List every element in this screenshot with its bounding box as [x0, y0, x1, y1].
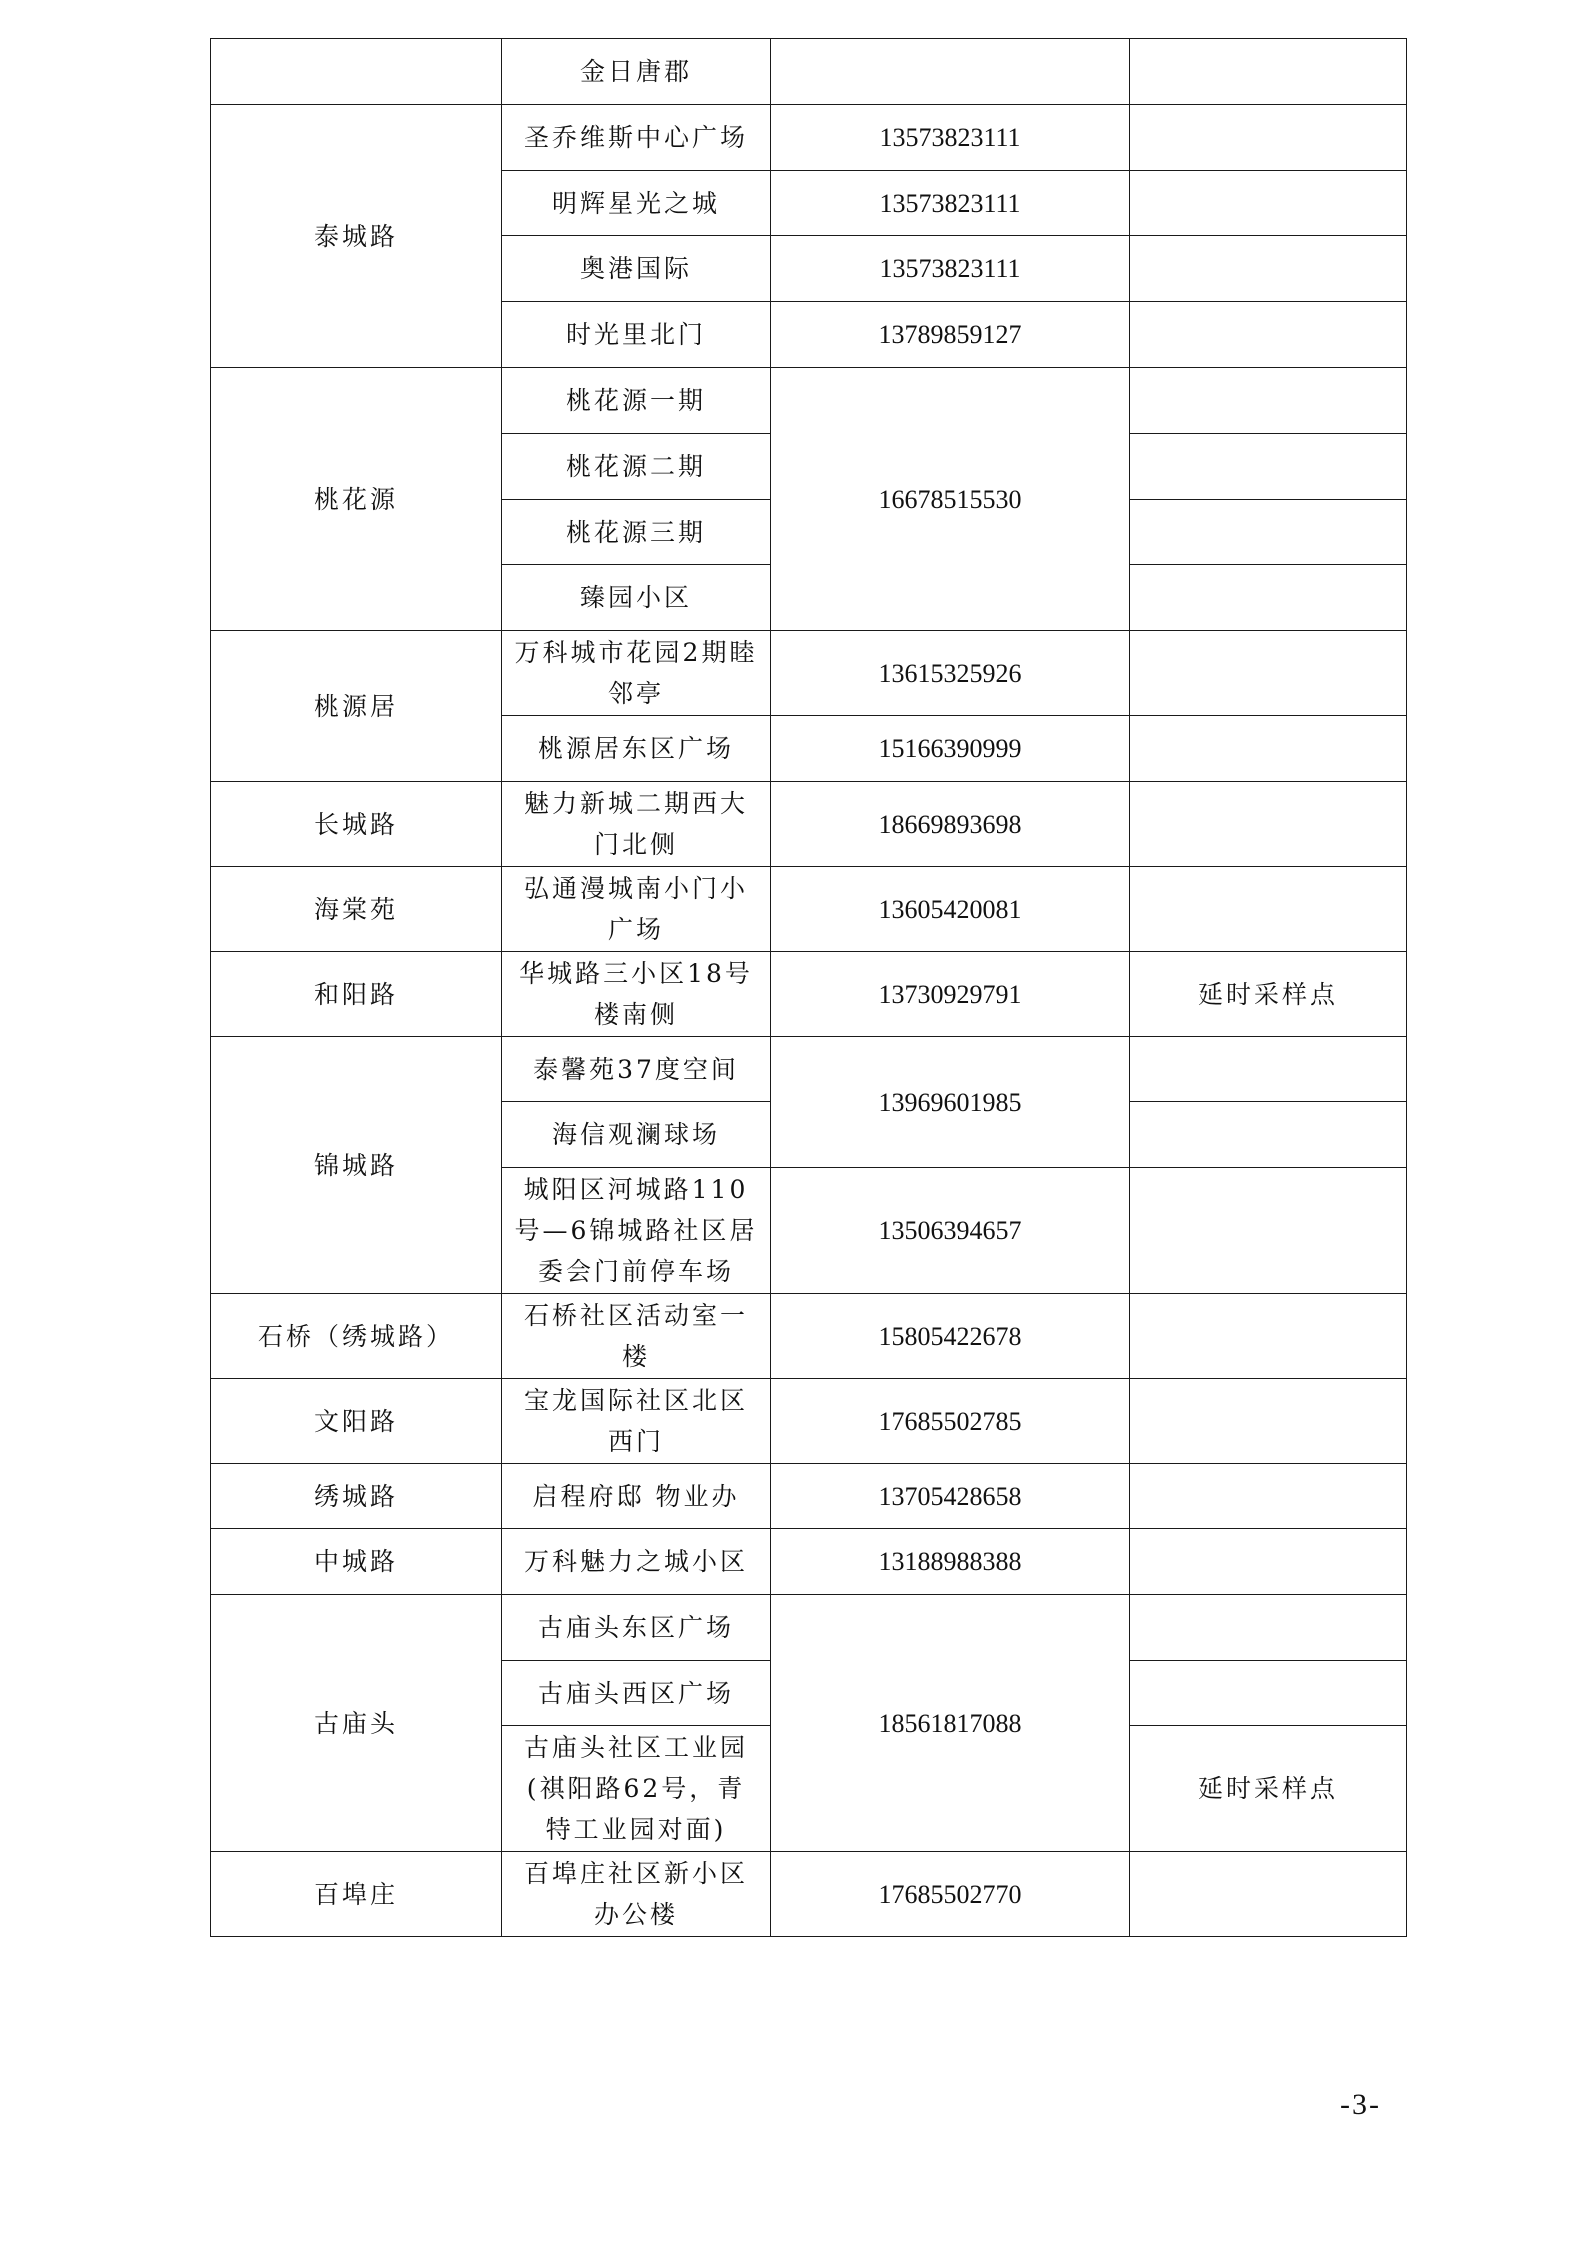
location-cell: 明辉星光之城: [502, 171, 771, 236]
note-cell: [1130, 1037, 1407, 1102]
phone-cell: 18561817088: [771, 1595, 1130, 1852]
location-cell: 古庙头东区广场: [502, 1595, 771, 1661]
location-cell: 桃花源三期: [502, 500, 771, 565]
phone-cell: 17685502770: [771, 1852, 1130, 1937]
location-cell: 圣乔维斯中心广场: [502, 105, 771, 171]
note-cell: [1130, 716, 1407, 782]
table-row: [211, 867, 1407, 952]
phone-cell: 17685502785: [771, 1379, 1130, 1464]
note-cell: [1130, 105, 1407, 171]
phone-cell: 13969601985: [771, 1037, 1130, 1168]
note-cell: [1130, 1529, 1407, 1595]
note-cell: [1130, 302, 1407, 368]
note-cell: [1130, 500, 1407, 565]
note-cell: [1130, 782, 1407, 867]
area-cell: 泰城路: [211, 105, 502, 368]
sampling-sites-table: [210, 38, 1407, 1937]
location-cell: 古庙头西区广场: [502, 1661, 771, 1726]
location-cell: 桃花源二期: [502, 434, 771, 500]
phone-cell: 13789859127: [771, 302, 1130, 368]
location-cell: 宝龙国际社区北区西门: [502, 1379, 771, 1464]
phone-cell: 13615325926: [771, 631, 1130, 716]
phone-cell: 13705428658: [771, 1464, 1130, 1529]
table-row: [211, 39, 1407, 105]
note-cell: [1130, 1595, 1407, 1661]
note-cell: [1130, 1661, 1407, 1726]
table-row: [211, 631, 1407, 716]
area-cell: 石桥（绣城路）: [211, 1294, 502, 1379]
table-row: [211, 1037, 1407, 1102]
note-cell: [1130, 39, 1407, 105]
location-cell: 泰馨苑37度空间: [502, 1037, 771, 1102]
location-cell: 臻园小区: [502, 565, 771, 631]
location-cell: 华城路三小区18号楼南侧: [502, 952, 771, 1037]
phone-cell: 16678515530: [771, 368, 1130, 631]
table-row: [211, 368, 1407, 434]
table-row: [211, 1595, 1407, 1661]
location-cell: 弘通漫城南小门小广场: [502, 867, 771, 952]
area-cell: 桃源居: [211, 631, 502, 782]
note-cell: [1130, 434, 1407, 500]
phone-cell: 13506394657: [771, 1168, 1130, 1294]
table-row: [211, 782, 1407, 867]
phone-cell: 13730929791: [771, 952, 1130, 1037]
location-cell: 桃花源一期: [502, 368, 771, 434]
note-cell: 延时采样点: [1130, 1726, 1407, 1852]
phone-cell: [771, 39, 1130, 105]
note-cell: [1130, 368, 1407, 434]
table-row: [211, 1294, 1407, 1379]
location-cell: 城阳区河城路110号—6锦城路社区居委会门前停车场: [502, 1168, 771, 1294]
location-cell: 魅力新城二期西大门北侧: [502, 782, 771, 867]
area-cell: 古庙头: [211, 1595, 502, 1852]
area-cell: 百埠庄: [211, 1852, 502, 1937]
phone-cell: 15805422678: [771, 1294, 1130, 1379]
phone-cell: 13605420081: [771, 867, 1130, 952]
phone-cell: 13188988388: [771, 1529, 1130, 1595]
location-cell: 海信观澜球场: [502, 1102, 771, 1168]
note-cell: [1130, 1168, 1407, 1294]
table-row: [211, 952, 1407, 1037]
area-cell: 和阳路: [211, 952, 502, 1037]
location-cell: 奥港国际: [502, 236, 771, 302]
area-cell: 文阳路: [211, 1379, 502, 1464]
phone-cell: 15166390999: [771, 716, 1130, 782]
location-cell: 古庙头社区工业园(祺阳路62号，青特工业园对面): [502, 1726, 771, 1852]
phone-cell: 18669893698: [771, 782, 1130, 867]
area-cell: 桃花源: [211, 368, 502, 631]
page-number: -3-: [1340, 2088, 1381, 2121]
table-row: [211, 105, 1407, 171]
note-cell: [1130, 236, 1407, 302]
location-cell: 万科城市花园2期睦邻亭: [502, 631, 771, 716]
note-cell: [1130, 1464, 1407, 1529]
note-cell: [1130, 867, 1407, 952]
location-cell: 万科魅力之城小区: [502, 1529, 771, 1595]
area-cell: 长城路: [211, 782, 502, 867]
note-cell: [1130, 1379, 1407, 1464]
table-row: [211, 1852, 1407, 1937]
location-cell: 金日唐郡: [502, 39, 771, 105]
phone-cell: 13573823111: [771, 171, 1130, 236]
phone-cell: 13573823111: [771, 236, 1130, 302]
area-cell: 海棠苑: [211, 867, 502, 952]
area-cell: 锦城路: [211, 1037, 502, 1294]
note-cell: [1130, 171, 1407, 236]
note-cell: [1130, 1852, 1407, 1937]
area-cell: 绣城路: [211, 1464, 502, 1529]
table-row: [211, 1529, 1407, 1595]
note-cell: [1130, 565, 1407, 631]
phone-cell: 13573823111: [771, 105, 1130, 171]
note-cell: [1130, 1102, 1407, 1168]
location-cell: 桃源居东区广场: [502, 716, 771, 782]
note-cell: [1130, 631, 1407, 716]
note-cell: [1130, 1294, 1407, 1379]
location-cell: 百埠庄社区新小区办公楼: [502, 1852, 771, 1937]
note-cell: 延时采样点: [1130, 952, 1407, 1037]
area-cell: 中城路: [211, 1529, 502, 1595]
area-cell: [211, 39, 502, 105]
location-cell: 石桥社区活动室一楼: [502, 1294, 771, 1379]
table-row: [211, 1379, 1407, 1464]
table-row: [211, 1464, 1407, 1529]
location-cell: 启程府邸 物业办: [502, 1464, 771, 1529]
location-cell: 时光里北门: [502, 302, 771, 368]
